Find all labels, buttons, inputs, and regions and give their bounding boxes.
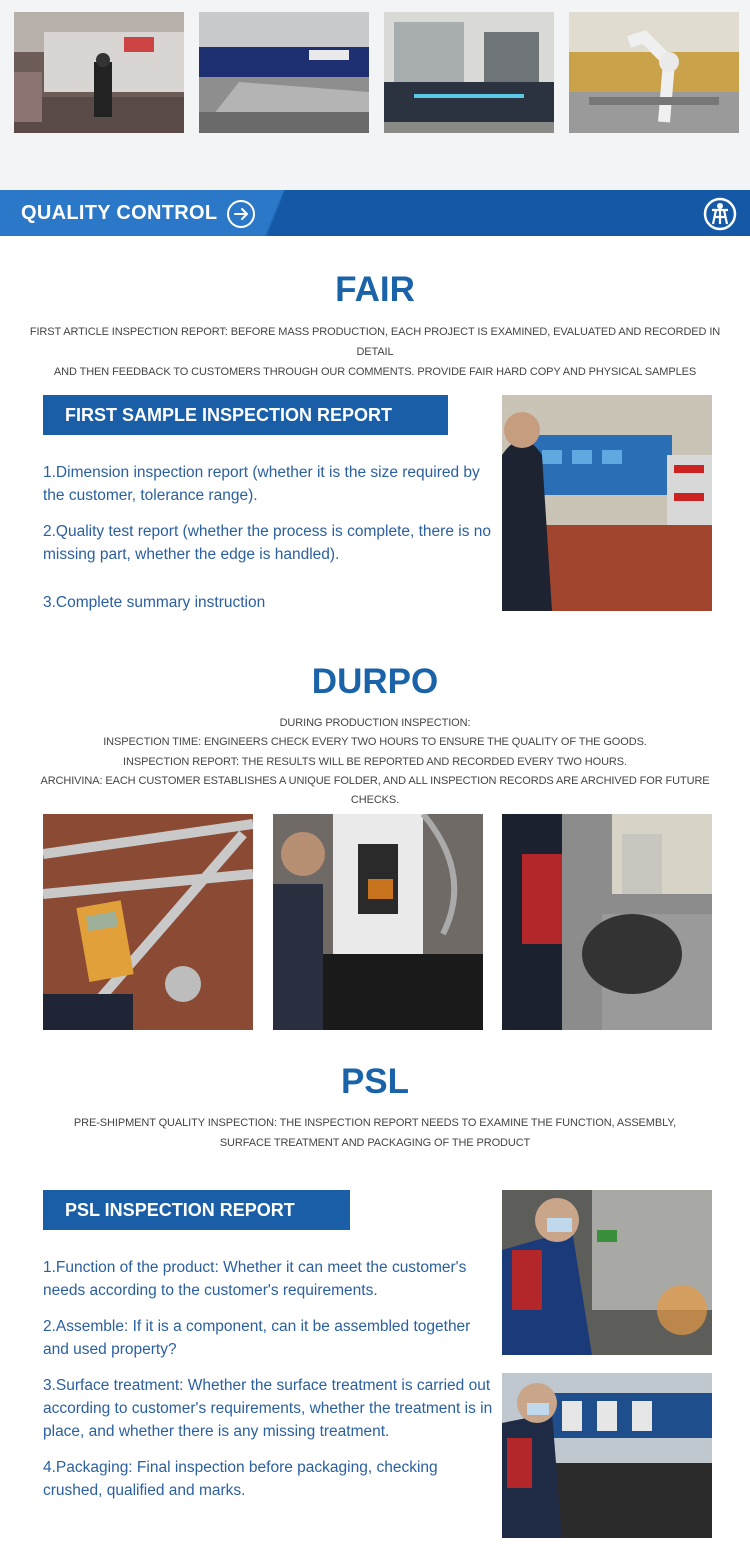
microscope-inspection-photo	[273, 814, 483, 1030]
psl-item-1: 1.Function of the product: Whether it can meet the customer's needs according to the customer's requirements.	[43, 1259, 467, 1299]
quality-control-title: QUALITY CONTROL	[21, 202, 218, 224]
machine-operator-photo	[502, 1190, 712, 1355]
psl-line: SURFACE TREATMENT AND PACKAGING OF THE PRODUCT	[219, 1137, 531, 1149]
durpo-heading: DURPO	[311, 662, 439, 701]
shearing-machine-photo	[199, 12, 369, 133]
fair-item-1: 1.Dimension inspection report (whether it is the size required by the customer, tolerance range).	[43, 464, 480, 504]
durpo-line: DURING PRODUCTION INSPECTION:	[279, 717, 471, 729]
psl-item-3: 3.Surface treatment: Whether the surface treatment is carried out according to customer's requirements, whether the treatment is in place, and whether there is any missing treatment.	[43, 1377, 493, 1440]
psl-report-title: PSL INSPECTION REPORT	[43, 1190, 350, 1230]
psl-description	[20, 1113, 730, 1153]
psl-line: PRE-SHIPMENT QUALITY INSPECTION: THE INSPECTION REPORT NEEDS TO EXAMINE THE FUNCTION, ASSEMBLY,	[73, 1117, 677, 1129]
inspector-at-bench-photo	[502, 395, 712, 611]
arrow-right-circle-icon[interactable]	[227, 200, 255, 228]
robot-controller-photo	[502, 814, 712, 1030]
packaging-inspection-photo	[502, 1373, 712, 1538]
psl-item-2: 2.Assemble: If it is a component, can it be assembled together and used property?	[43, 1318, 471, 1358]
multimeter-testing-photo	[43, 814, 253, 1030]
psl-item-4: 4.Packaging: Final inspection before packaging, checking crushed, qualified and marks.	[43, 1459, 438, 1499]
fair-description	[20, 322, 730, 382]
psl-heading: PSL	[340, 1062, 410, 1101]
fair-heading: FAIR	[335, 270, 415, 309]
fair-item-3: 3.Complete summary instruction	[43, 594, 266, 611]
first-sample-report-title: FIRST SAMPLE INSPECTION REPORT	[43, 395, 448, 435]
fair-item-2: 2.Quality test report (whether the process is complete, there is no missing part, whether the edge is handled).	[43, 523, 491, 563]
brand-logo-icon	[703, 197, 737, 231]
quality-control-banner	[0, 190, 750, 236]
press-brake-photo	[14, 12, 184, 133]
fair-line: FIRST ARTICLE INSPECTION REPORT: BEFORE MASS PRODUCTION, EACH PROJECT IS EXAMINED, EVALUATED AND RECORDED IN DETAIL	[29, 326, 721, 358]
fair-line: AND THEN FEEDBACK TO CUSTOMERS THROUGH OUR COMMENTS. PROVIDE FAIR HARD COPY AND PHYSICAL SAMPLES	[53, 366, 697, 378]
durpo-line: INSPECTION TIME: ENGINEERS CHECK EVERY TWO HOURS TO ENSURE THE QUALITY OF THE GOODS.	[103, 736, 647, 749]
durpo-line: ARCHIVINA: EACH CUSTOMER ESTABLISHES A UNIQUE FOLDER, AND ALL INSPECTION RECORDS ARE ARCHIVED FOR FUTURE CHECKS.	[40, 774, 710, 807]
welding-robot-photo	[569, 12, 739, 133]
durpo-description	[20, 714, 730, 810]
laser-cutter-photo	[384, 12, 554, 133]
durpo-line: INSPECTION REPORT: THE RESULTS WILL BE REPORTED AND RECORDED EVERY TWO HOURS.	[123, 755, 627, 768]
